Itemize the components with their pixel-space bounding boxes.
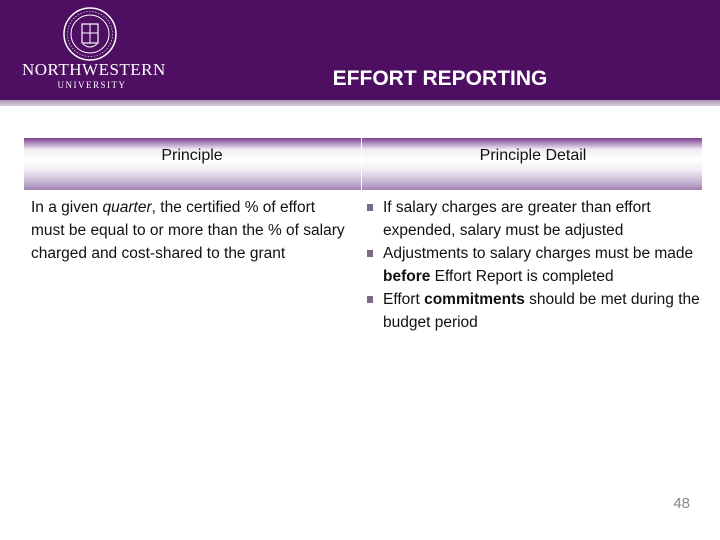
- detail-list-item: [366, 288, 706, 334]
- header-divider: [0, 100, 720, 106]
- detail-text: If salary charges are greater than effort expended, salary must be adjusted: [383, 199, 651, 239]
- page-number: 48: [673, 495, 690, 512]
- university-seal-icon: [62, 6, 118, 62]
- bullet-square-icon: [367, 250, 373, 257]
- principle-text-part: , the certified % of effort must be equal to or more than the % of salary charged and cost-shared to the grant: [31, 199, 345, 262]
- detail-text-bold: commitments: [424, 291, 525, 308]
- logo-subtitle: UNIVERSITY: [57, 80, 127, 90]
- detail-list-item: [366, 196, 706, 242]
- column-header-principle-detail: Principle Detail: [479, 147, 587, 164]
- logo-wordmark: NORTHWESTERN: [22, 60, 166, 79]
- detail-text-bold: before: [383, 268, 431, 285]
- page-title: EFFORT REPORTING: [332, 67, 548, 90]
- bullet-square-icon: [367, 296, 373, 303]
- principle-text: [31, 196, 351, 265]
- detail-text: should be met during the budget period: [383, 291, 700, 331]
- detail-text: Effort: [383, 291, 425, 308]
- table-header-band: [24, 138, 702, 190]
- detail-text: Adjustments to salary charges must be made: [383, 245, 694, 262]
- column-divider: [361, 138, 362, 190]
- principle-text-part: In a given: [31, 199, 103, 216]
- principle-detail-list: [366, 196, 706, 334]
- detail-list-item: [366, 242, 706, 288]
- detail-text: Effort Report is completed: [430, 268, 614, 285]
- bullet-square-icon: [367, 204, 373, 211]
- header-banner: [0, 0, 720, 100]
- principle-text-italic: quarter: [102, 199, 152, 216]
- column-header-principle: Principle: [161, 147, 223, 164]
